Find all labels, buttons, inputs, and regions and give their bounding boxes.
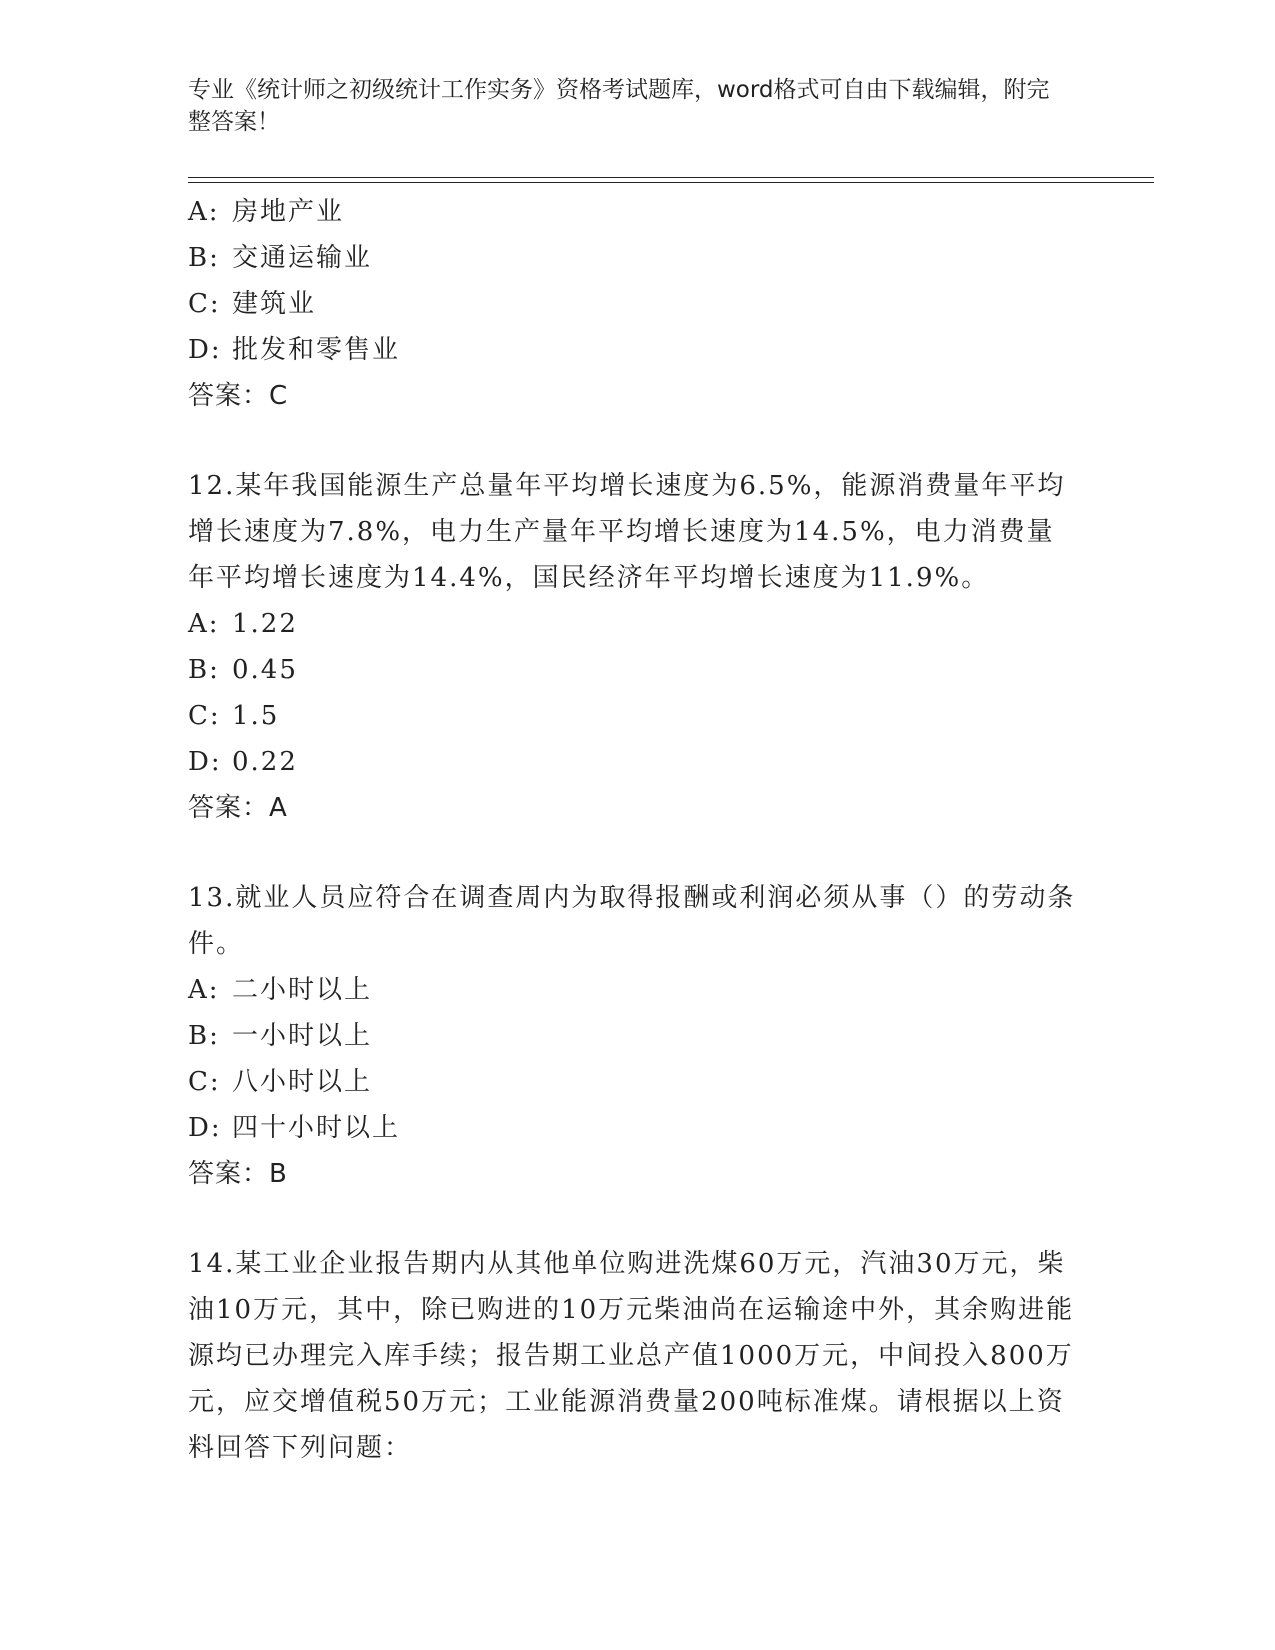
option-text: 八小时以上	[232, 1067, 373, 1097]
option-text: 房地产业	[232, 197, 345, 227]
question-spacer	[188, 831, 1088, 875]
option-label: C:	[188, 1067, 221, 1097]
option-text: 建筑业	[232, 289, 317, 319]
option-label: D:	[188, 335, 222, 365]
option-label: A:	[188, 975, 220, 1005]
option-label: C:	[188, 289, 221, 319]
option-label: D:	[188, 747, 222, 777]
option-b	[188, 1013, 1088, 1059]
option-d	[188, 327, 1088, 373]
answer-line: 答案：B	[188, 1159, 288, 1189]
question-content	[188, 189, 1088, 1471]
option-text: 交通运输业	[232, 243, 373, 273]
question-stem: 13.就业人员应符合在调查周内为取得报酬或利润必须从事（）的劳动条件。	[188, 883, 1076, 959]
option-c	[188, 1059, 1088, 1105]
option-text: 一小时以上	[232, 1021, 373, 1051]
option-label: D:	[188, 1113, 222, 1143]
option-a	[188, 967, 1088, 1013]
question-13	[188, 875, 1088, 1197]
option-label: B:	[188, 655, 220, 685]
option-label: B:	[188, 1021, 220, 1051]
option-b	[188, 647, 1088, 693]
question-stem: 14.某工业企业报告期内从其他单位购进洗煤60万元，汽油30万元，柴油10万元，其中，除已购进的10万元柴油尚在运输途中外，其余购进能源均已办理完入库手续；报告期工业总产值1000万元，中间投入800万元，应交增值税50万元；工业能源消费量200吨标准煤。请根据以上资料回答下列问题：	[188, 1249, 1075, 1463]
option-d	[188, 739, 1088, 785]
option-d	[188, 1105, 1088, 1151]
question-11	[188, 189, 1088, 419]
option-b	[188, 235, 1088, 281]
option-text: 四十小时以上	[232, 1113, 401, 1143]
header-rule-top	[188, 177, 1154, 178]
question-spacer	[188, 1197, 1088, 1241]
option-a	[188, 189, 1088, 235]
option-label: B:	[188, 243, 220, 273]
option-label: A:	[188, 609, 220, 639]
header-rule-bottom	[188, 182, 1154, 183]
document-header: 专业《统计师之初级统计工作实务》资格考试题库，word格式可自由下载编辑，附完整答案！	[188, 77, 1050, 135]
option-text: 0.45	[232, 655, 298, 685]
option-text: 二小时以上	[232, 975, 373, 1005]
answer-line: 答案：A	[188, 793, 288, 823]
question-spacer	[188, 419, 1088, 463]
question-12	[188, 463, 1088, 831]
option-c	[188, 281, 1088, 327]
option-label: A:	[188, 197, 220, 227]
answer-line: 答案：C	[188, 381, 289, 411]
option-text: 1.5	[232, 701, 280, 731]
option-text: 批发和零售业	[232, 335, 401, 365]
option-text: 0.22	[232, 747, 298, 777]
option-label: C:	[188, 701, 221, 731]
question-14	[188, 1241, 1088, 1471]
option-text: 1.22	[232, 609, 298, 639]
option-c	[188, 693, 1088, 739]
option-a	[188, 601, 1088, 647]
question-stem: 12.某年我国能源生产总量年平均增长速度为6.5%，能源消费量年平均增长速度为7.8%，电力生产量年平均增长速度为14.5%，电力消费量年平均增长速度为14.4%，国民经济年平均增长速度为11.9%。	[188, 471, 1066, 593]
